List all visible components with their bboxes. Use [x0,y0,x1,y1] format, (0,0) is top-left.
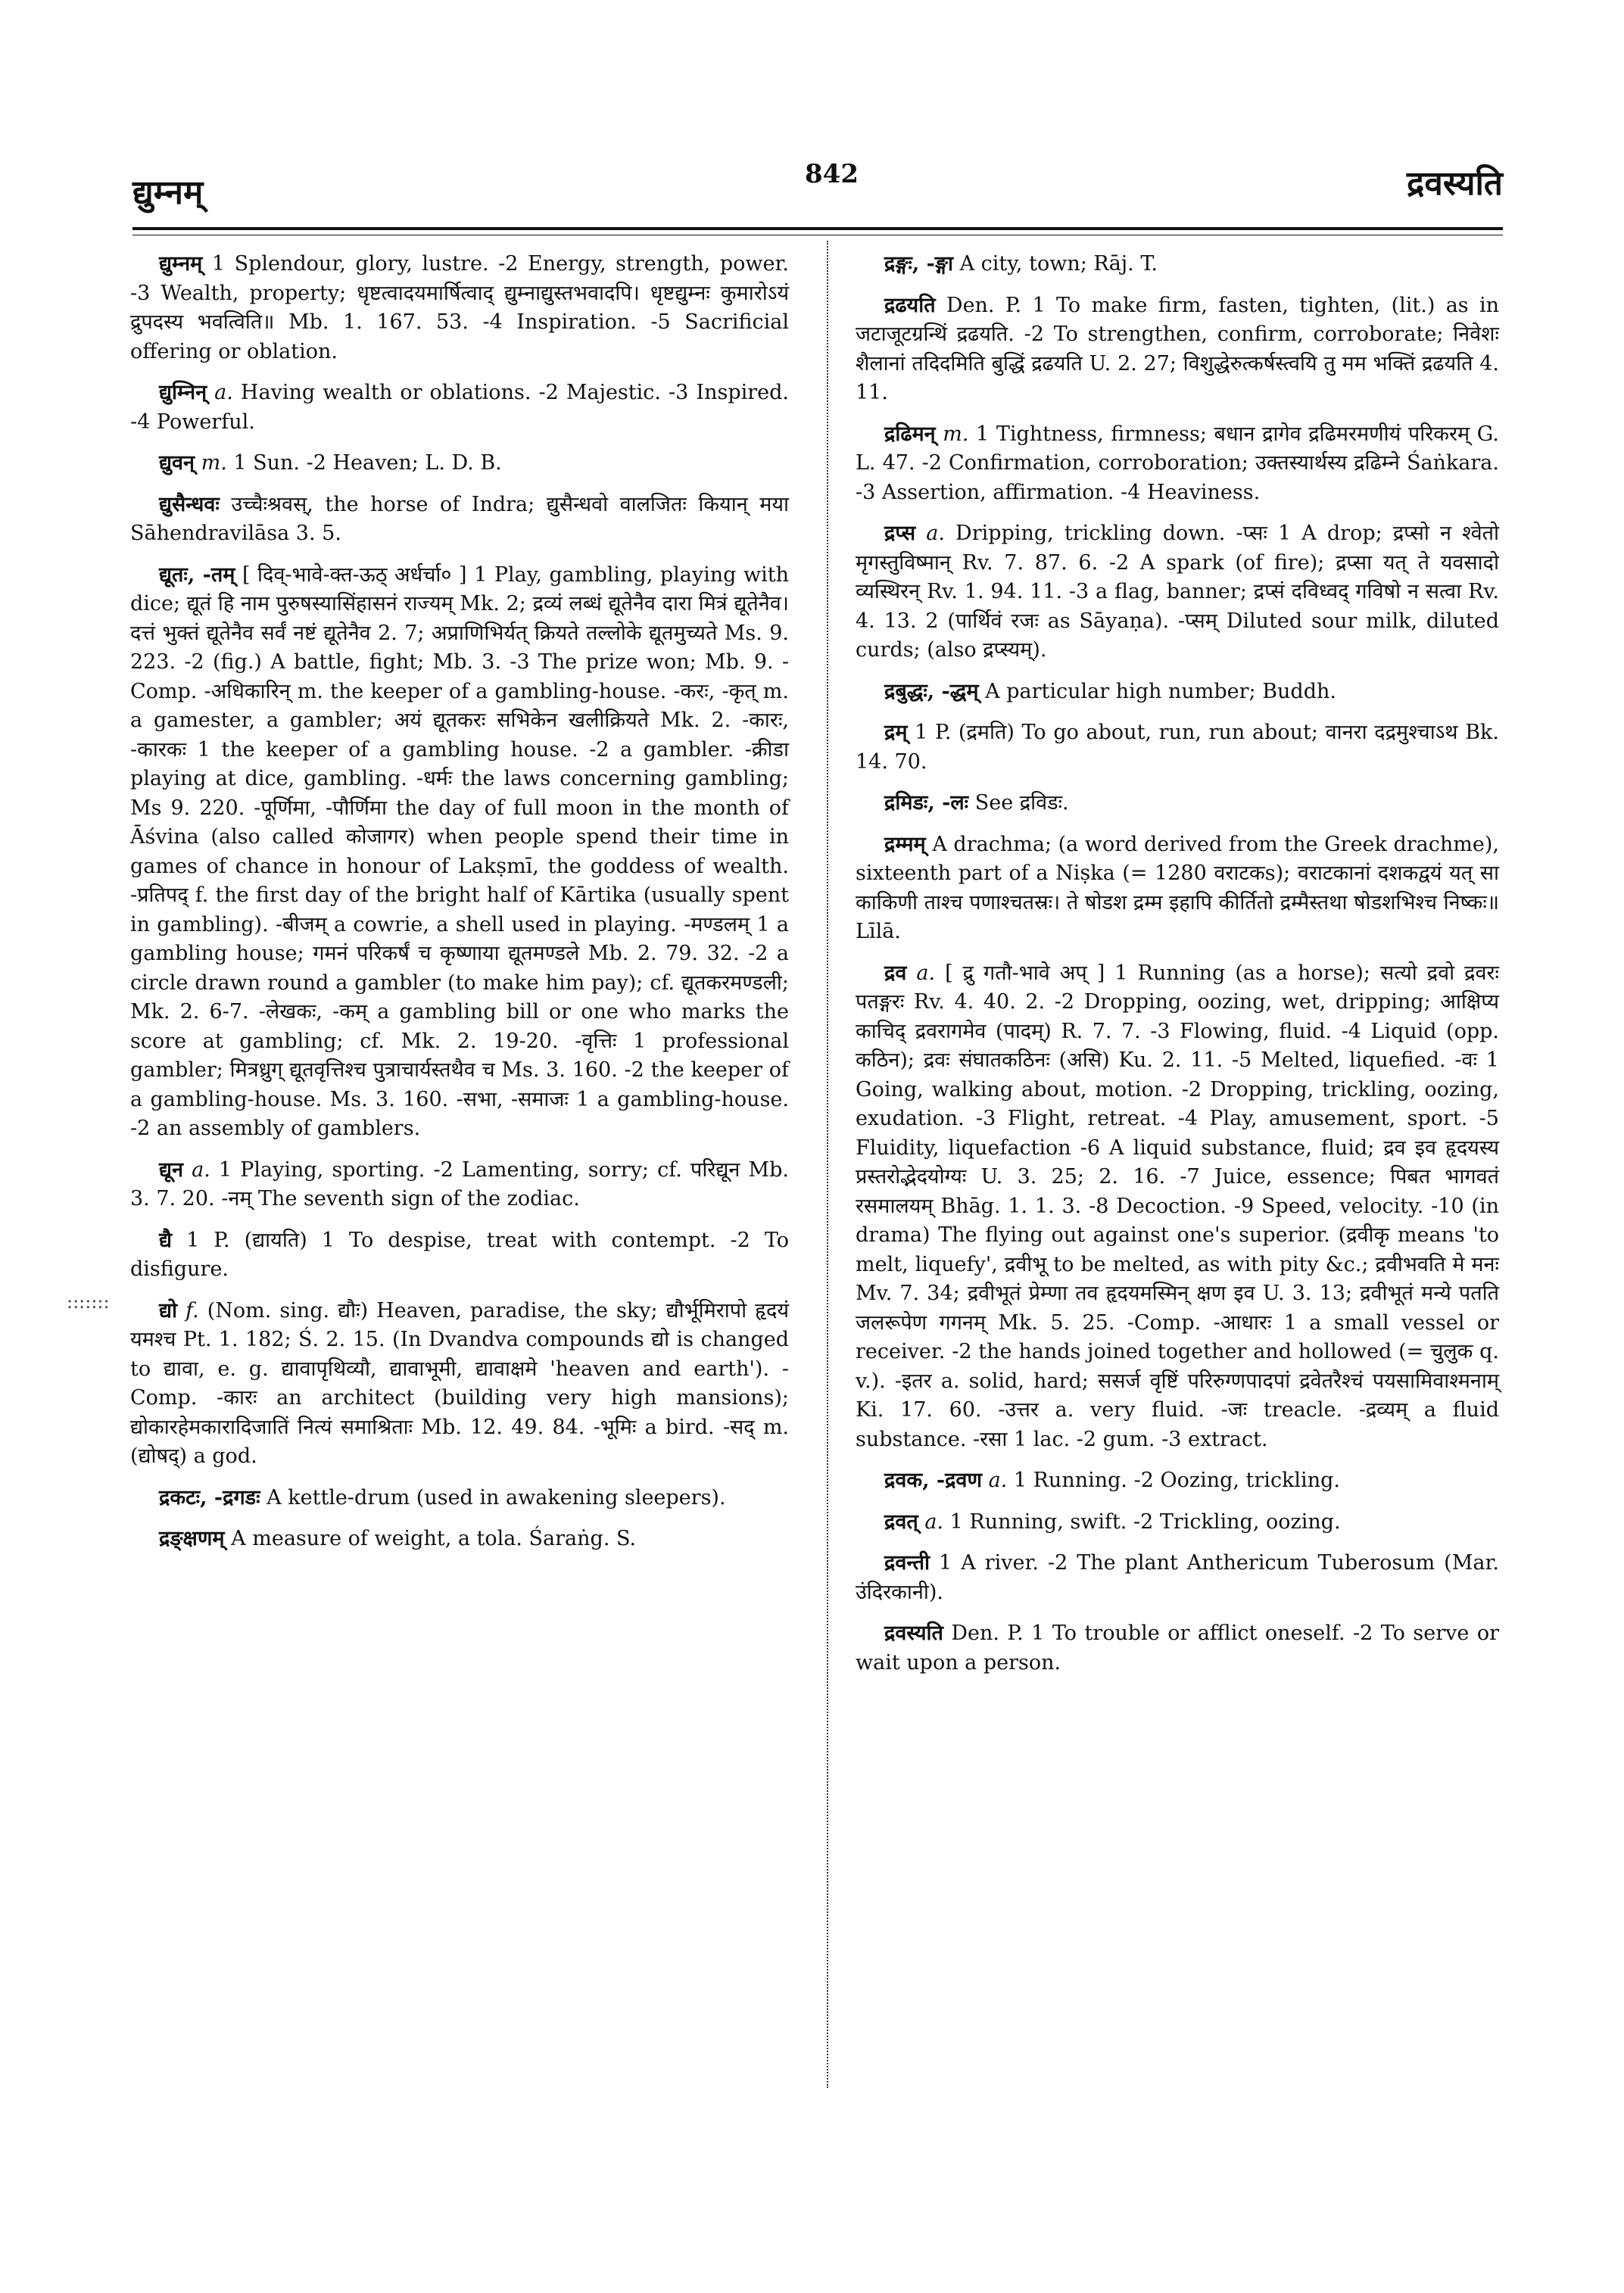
entry-definition: Den. P. 1 To make firm, fasten, tighten, (lit.) as in जटाजूटग्रन्थिं द्रढयति. -2 To strengthen, confirm, corroborate; निवेशः शैलानां तदिदमिति बुद्धिं द्रढयति U. 2. 27; विशुद्धेरुत्कर्षस्त्वयि तु मम भक्तिं द्रढयति 4. 11. [856,293,1499,404]
entry-definition: Dripping, trickling down. -प्सः 1 A drop; द्रप्सो न श्वेतो मृगस्तुविष्मान् Rv. 7. 87. 6. -2 A spark (of fire); द्रप्सा यत् ते यवसादो व्यस्थिरन् Rv. 1. 94. 11. -3 a flag, banner; द्रप्सं दविध्वद् गविषो न सत्वा Rv. 4. 13. 2 (पार्थिवं रजः as Sāyaṇa). -प्सम् Diluted sour milk, diluted curds; (also द्रप्स्यम्). [856,522,1499,662]
entry-grammar: a. [916,961,936,985]
dictionary-entry [856,1619,1499,1678]
entry-grammar: a. [192,1157,210,1182]
entry-definition: (Nom. sing. द्यौः) Heaven, paradise, the sky; द्यौर्भूमिरापो हृदयं यमश्च Pt. 1. 182; Ś. 2. 15. (In Dvandva compounds द्यो is changed to द्यावा, e. g. द्यावापृथिव्यौ, द्यावाभूमी, द्यावाक्षमे 'heaven and earth'). -Comp. -कारः an architect (building very high mansions); द्योकारहेमकारादिजातिं नित्यं समाश्रिताः Mb. 12. 49. 84. -भूमिः a bird. -सद् m. (द्योषद्) a god. [130,1298,789,1468]
entry-grammar: m. [201,451,227,475]
column-separator [827,241,828,2088]
entry-definition: A particular high number; Buddh. [985,679,1336,703]
entry-definition: 1 Tightness, firmness; बधान द्रागेव द्रढिमरमणीयं परिकरम् G. L. 47. -2 Confirmation, corroboration; उक्तस्यार्थस्य द्रढिम्ने Śaṅkara. -3 Assertion, affirmation. -4 Heaviness. [856,422,1499,504]
entry-grammar: m. [943,422,969,446]
dictionary-entry [130,1226,789,1285]
left-column [130,250,789,1566]
entry-definition: 1 P. (द्यायति) 1 To despise, treat with contempt. -2 To disfigure. [130,1228,789,1281]
entry-definition: 1 A river. -2 The plant Anthericum Tuberosum (Mar. उंदिरकानी). [856,1551,1499,1604]
entry-headword: द्रढयति [884,293,936,317]
margin-mark: ::::::: [67,1291,110,1313]
entry-definition: उच्चैःश्रवस्, the horse of Indra; द्युसैन्धवो वालजितः कियान् मया Sāhendravilāsa 3. 5. [130,492,790,545]
entry-definition: 1 Playing, sporting. -2 Lamenting, sorry; cf. परिद्यून Mb. 3. 7. 20. -नम् The seventh sign of the zodiac. [130,1157,789,1210]
entry-headword: द्रवत् [884,1509,918,1534]
dictionary-entry [130,1484,789,1513]
page-number: 842 [805,159,859,189]
header-rule-thick [132,227,1503,230]
entry-headword: द्युवन् [159,451,195,475]
entry-headword: द्युसैन्धवः [159,492,220,516]
entry-definition: See द्रविडः. [974,791,1069,815]
entry-headword: द्युम्निन् [159,381,207,404]
entry-headword: द्रङ्गः, -ङ्गा [884,252,953,276]
right-column [856,250,1499,1690]
entry-headword: द्युम्नम् [159,252,203,276]
entry-definition: 1 Splendour, glory, lustre. -2 Energy, strength, power. -3 Wealth, property; धृष्टत्वादयमार्षित्वाद् द्युम्नाद्युस्तभवादपि। धृष्टद्युम्नः कुमारोऽयं द्रुपदस्य भवत्विति॥ Mb. 1. 167. 53. -4 Inspiration. -5 Sacrificial offering or oblation. [130,252,789,363]
entry-definition: A drachma; (a word derived from the Greek drachme), sixteenth part of a Niṣka (= 1280 वराटकs); वराटकानां दशकद्वयं यत् सा काकिणी ताश्च पणाश्चतस्रः। ते षोडश द्रम्म इहापि कीर्तितो द्रम्मैस्तथा षोडशभिश्च निष्कः॥ Līlā. [856,832,1499,943]
entry-definition: Having wealth or oblations. -2 Majestic. -3 Inspired. -4 Powerful. [130,381,789,434]
right-running-headword: द्रवस्यति [1407,164,1503,203]
entry-definition: 1 P. (द्रमति) To go about, run, run about; वानरा दद्रमुश्चाऽथ Bk. 14. 70. [856,721,1499,774]
entry-grammar: a. [988,1469,1008,1492]
dictionary-entry [856,789,1499,818]
entry-definition: 1 Sun. -2 Heaven; L. D. B. [233,451,502,475]
entry-grammar: a. [926,522,945,545]
entry-headword: द्रढिमन् [884,422,936,446]
dictionary-entry [856,830,1499,947]
entry-headword: द्रप्स [884,522,916,545]
dictionary-entry [130,250,789,366]
entry-definition: Den. P. 1 To trouble or afflict oneself. -2 To serve or wait upon a person. [856,1622,1499,1675]
entry-headword: द्यो [159,1298,178,1323]
entry-definition: A kettle-drum (used in awakening sleepers). [267,1485,726,1509]
entry-headword: द्रव [884,961,907,985]
entry-headword: द्रकटः, -द्रगडः [159,1485,260,1509]
entry-definition: 1 Running, swift. -2 Trickling, oozing. [949,1509,1341,1534]
entry-definition: 1 Running. -2 Oozing, trickling. [1013,1469,1340,1492]
page-header [132,151,1503,212]
dictionary-entry [856,250,1499,279]
dictionary-entry [130,1297,789,1472]
entry-headword: द्यै [159,1228,173,1252]
dictionary-entry [856,678,1499,707]
entry-headword: द्रङ्क्षणम् [159,1527,225,1550]
entry-definition: [ द्रु गतौ-भावे अप् ] 1 Running (as a horse); सत्यो द्रवो द्रवरः पतङ्गरः Rv. 4. 40. 2. -2 Dropping, oozing, wet, dripping; आक्षिप्य काचिद् द्रवरागमेव (पादम्) R. 7. 7. -3 Flowing, fluid. -4 Liquid (opp. कठिन); द्रवः संघातकठिनः (असि) Ku. 2. 11. -5 Melted, liquefied. -वः 1 Going, walking about, motion. -2 Dropping, trickling, oozing, exudation. -3 Flight, retreat. -4 Play, amusement, sport. -5 Fluidity, liquefaction -6 A liquid substance, fluid; द्रव इव हृदयस्य प्रस्तरोद्भेदयोग्यः U. 3. 25; 2. 16. -7 Juice, essence; पिबत भागवतं रसमालयम् Bhāg. 1. 1. 3. -8 Decoction. -9 Speed, velocity. -10 (in drama) The flying out against one's superior. (द्रवीकृ means 'to melt, liquefy', द्रवीभू to be melted, as with pity &c.; द्रवीभवति मे मनः Mv. 7. 34; द्रवीभूतं प्रेम्णा तव हृदयमस्मिन् क्षण इव U. 3. 13; द्रवीभूतं मन्ये पतति जलरूपेण गगनम् Mk. 5. 25. -Comp. -आधारः 1 a small vessel or receiver. -2 the hands joined together and hollowed (= चुलुक q. v.). -इतर a. solid, hard; ससर्ज वृष्टिं परिरुग्णपादपां द्रवेतरैश्चं पयसामिवाश्मनाम् Ki. 17. 60. -उत्तर a. very fluid. -जः treacle. -द्रव्यम् a fluid substance. -रसा 1 lac. -2 gum. -3 extract. [856,961,1499,1451]
entry-grammar: f. [185,1298,199,1323]
dictionary-entry [130,379,789,437]
dictionary-entry [856,420,1499,508]
entry-definition: [ दिव्-भावे-क्त-ऊठ् अर्धर्चा० ] 1 Play, gambling, playing with dice; द्यूतं हि नाम पुरुषस्यासिंहासनं राज्यम् Mk. 2; द्रव्यं लब्धं द्यूतेनैव दारा मित्रं द्यूतेनैव। दत्तं भुक्तं द्यूतेनैव सर्वं नष्टं द्यूतेनैव 2. 7; अप्राणिभिर्यत् क्रियते तल्लोके द्यूतमुच्यते Ms. 9. 223. -2 (fig.) A battle, fight; Mb. 3. -3 The prize won; Mb. 9. -Comp. -अधिकारिन् m. the keeper of a gambling-house. -करः, -कृत् m. a gamester, a gambler; अयं द्यूतकरः सभिकेन खलीक्रियते Mk. 2. -कारः, -कारकः 1 the keeper of a gambling house. -2 a gambler. -क्रीडा playing at dice, gambling. -धर्मः the laws concerning gambling; Ms 9. 220. -पूर्णिमा, -पौर्णिमा the day of full moon in the month of Āśvina (also called कोजागर) when people spend their time in games of chance in honour of Lakṣmī, the goddess of wealth. -प्रतिपद् f. the first day of the bright half of Kārtika (usually spent in gambling). -बीजम् a cowrie, a shell used in playing. -मण्डलम् 1 a gambling house; गमनं परिकर्षं च कृष्णाया द्यूतमण्डले Mb. 2. 79. 32. -2 a circle drawn round a gambler (to make him pay); cf. द्यूतकरमण्डली; Mk. 2. 6-7. -लेखकः, -कम् a gambling bill or one who marks the score at gambling; cf. Mk. 2. 19-20. -वृत्तिः 1 professional gambler; मित्रध्रुग् द्यूतवृत्तिश्च पुत्राचार्यस्तथैव च Ms. 3. 160. -2 the keeper of a gambling-house. Ms. 3. 160. -सभा, -समाजः 1 a gambling-house. -2 an assembly of gamblers. [130,562,789,1140]
dictionary-entry [130,1525,789,1554]
entry-headword: द्रबुद्धः, -द्धम् [884,679,979,703]
dictionary-entry [856,1508,1499,1537]
entry-headword: द्रवन्ती [884,1551,930,1575]
dictionary-entry [130,1156,789,1214]
dictionary-entry [856,959,1499,1455]
entry-headword: द्रवक, -द्रवण [884,1469,982,1492]
left-running-headword: द्युम्नम् [132,173,204,212]
dictionary-entry [856,718,1499,777]
entry-grammar: a. [214,381,233,404]
entry-grammar: a. [924,1509,944,1534]
dictionary-entry [856,291,1499,408]
dictionary-entry [856,1466,1499,1496]
entry-headword: द्रमिडः, -लः [884,791,969,815]
dictionary-entry [856,519,1499,665]
dictionary-entry [130,491,789,549]
entry-definition: A city, town; Rāj. T. [959,252,1158,276]
entry-headword: द्यूतः, -तम् [159,562,235,587]
entry-definition: A measure of weight, a tola. Śaraṅg. S. [231,1527,637,1550]
entry-headword: द्रम् [884,721,908,744]
entry-headword: द्रम्मम् [884,832,926,856]
dictionary-entry [130,561,789,1144]
entry-headword: द्रवस्यति [884,1622,943,1645]
entry-headword: द्यून [159,1157,183,1182]
dictionary-entry [130,449,789,478]
dictionary-entry [856,1549,1499,1607]
